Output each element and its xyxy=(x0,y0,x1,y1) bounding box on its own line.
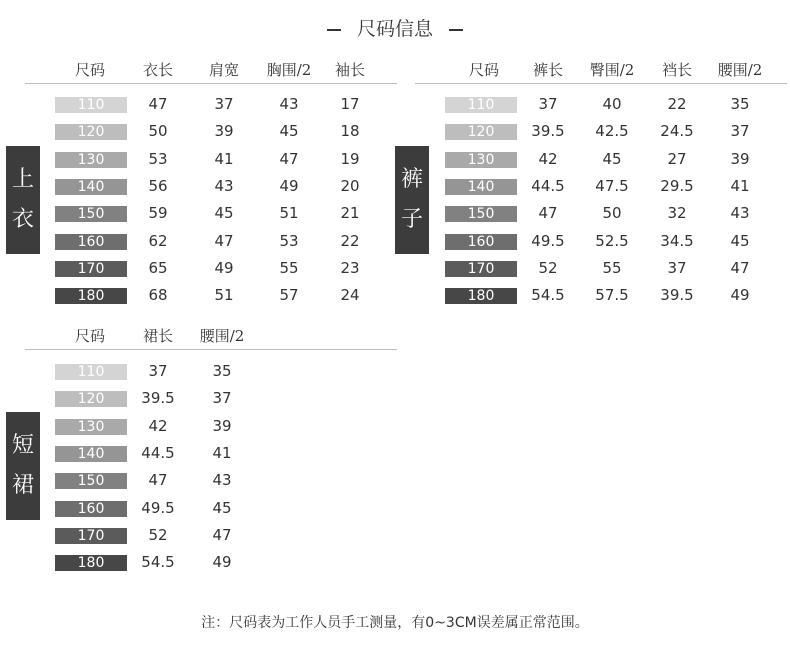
size-badge: 130 xyxy=(55,152,127,168)
measurement-cell: 35 xyxy=(212,362,232,380)
measurement-cell: 54.5 xyxy=(531,286,565,305)
column-header: 裆长 xyxy=(661,61,693,79)
measurement-cell: 59 xyxy=(148,204,168,223)
measurement-cell: 47 xyxy=(148,95,168,113)
measurement-cell: 18 xyxy=(340,122,360,141)
category-label-char: 上 xyxy=(11,167,34,192)
measurement-cell: 57 xyxy=(279,286,299,305)
measurement-cell: 21 xyxy=(340,204,360,223)
measurement-cell: 49 xyxy=(214,258,234,277)
measurement-cell: 43 xyxy=(279,95,299,113)
measurement-cell: 37 xyxy=(212,389,232,408)
top-category-label xyxy=(6,146,40,254)
page-title xyxy=(0,14,790,41)
size-badge: 160 xyxy=(55,234,127,250)
size-badge: 110 xyxy=(445,97,517,113)
measurement-cell: 34.5 xyxy=(660,231,694,250)
measurement-cell: 29.5 xyxy=(660,176,694,195)
size-badge: 130 xyxy=(55,419,127,435)
measurement-cell: 39 xyxy=(212,416,232,435)
measurement-cell: 24.5 xyxy=(660,122,694,141)
column-header: 腰围/2 xyxy=(717,61,763,79)
column-header: 胸围/2 xyxy=(266,61,312,79)
measurement-cell: 57.5 xyxy=(595,286,629,305)
category-label-char: 子 xyxy=(400,207,423,232)
measurement-cell: 47 xyxy=(730,258,750,277)
measurement-cell: 45 xyxy=(212,498,232,517)
measurement-cell: 44.5 xyxy=(141,443,175,462)
measurement-cell: 41 xyxy=(730,176,750,195)
size-badge: 150 xyxy=(445,206,517,222)
measurement-cell: 42.5 xyxy=(595,122,629,141)
pants-category-label xyxy=(395,146,429,254)
measurement-cell: 45 xyxy=(730,231,750,250)
header-divider xyxy=(25,349,397,350)
measurement-cell: 45 xyxy=(279,122,299,141)
column-header: 臀围/2 xyxy=(589,61,635,79)
measurement-cell: 68 xyxy=(148,286,168,305)
measurement-cell: 52 xyxy=(538,258,558,277)
measurement-cell: 53 xyxy=(279,231,299,250)
size-badge: 180 xyxy=(55,288,127,304)
measurement-cell: 19 xyxy=(340,149,360,168)
measurement-cell: 50 xyxy=(602,204,622,223)
size-badge: 170 xyxy=(445,261,517,277)
measurement-cell: 47 xyxy=(212,525,232,544)
measurement-cell: 42 xyxy=(538,149,558,168)
measurement-cell: 37 xyxy=(148,362,168,380)
measurement-cell: 51 xyxy=(279,204,299,223)
measurement-cell: 23 xyxy=(340,258,360,277)
column-header: 袖长 xyxy=(334,61,366,79)
measurement-cell: 47 xyxy=(214,231,234,250)
measurement-cell: 39 xyxy=(214,122,234,141)
measurement-cell: 43 xyxy=(212,471,232,490)
measurement-cell: 35 xyxy=(730,95,750,113)
title-dash-right xyxy=(449,29,463,31)
measurement-cell: 45 xyxy=(214,204,234,223)
size-badge: 170 xyxy=(55,261,127,277)
size-badge: 140 xyxy=(445,179,517,195)
measurement-cell: 22 xyxy=(340,231,360,250)
size-badge: 120 xyxy=(55,391,127,407)
measurement-cell: 44.5 xyxy=(531,176,565,195)
measurement-cell: 43 xyxy=(730,204,750,223)
header-divider xyxy=(415,83,787,84)
measurement-cell: 37 xyxy=(538,95,558,113)
measurement-cell: 39 xyxy=(730,149,750,168)
category-label-char: 短 xyxy=(11,433,34,458)
size-badge: 120 xyxy=(445,124,517,140)
measurement-cell: 17 xyxy=(340,95,360,113)
title-dash-left xyxy=(327,29,341,31)
size-badge: 180 xyxy=(445,288,517,304)
column-header: 裤长 xyxy=(532,61,564,79)
measurement-cell: 53 xyxy=(148,149,168,168)
measurement-cell: 49.5 xyxy=(141,498,175,517)
measurement-cell: 49 xyxy=(279,176,299,195)
measurement-cell: 39.5 xyxy=(531,122,565,141)
column-header: 尺码 xyxy=(74,327,106,345)
measurement-cell: 22 xyxy=(667,95,687,113)
measurement-cell: 45 xyxy=(602,149,622,168)
measurement-cell: 39.5 xyxy=(660,286,694,305)
measurement-cell: 47 xyxy=(279,149,299,168)
measurement-cell: 37 xyxy=(214,95,234,113)
size-badge: 140 xyxy=(55,446,127,462)
measurement-cell: 37 xyxy=(730,122,750,141)
size-badge: 160 xyxy=(445,234,517,250)
column-header: 衣长 xyxy=(142,61,174,79)
measurement-cell: 41 xyxy=(212,443,232,462)
measurement-cell: 47 xyxy=(148,471,168,490)
title-text: 尺码信息 xyxy=(356,18,433,40)
column-header: 肩宽 xyxy=(208,61,240,79)
column-header: 尺码 xyxy=(468,61,500,79)
measurement-cell: 51 xyxy=(214,286,234,305)
measurement-cell: 49 xyxy=(730,286,750,305)
measurement-cell: 43 xyxy=(214,176,234,195)
size-badge: 110 xyxy=(55,364,127,380)
measurement-cell: 37 xyxy=(667,258,687,277)
measurement-cell: 27 xyxy=(667,149,687,168)
measurement-cell: 65 xyxy=(148,258,168,277)
measurement-cell: 55 xyxy=(279,258,299,277)
column-header: 腰围/2 xyxy=(199,327,245,345)
measurement-cell: 42 xyxy=(148,416,168,435)
size-badge: 150 xyxy=(55,206,127,222)
size-badge: 170 xyxy=(55,528,127,544)
size-badge: 140 xyxy=(55,179,127,195)
column-header: 裙长 xyxy=(142,327,174,345)
measurement-cell: 54.5 xyxy=(141,553,175,572)
measurement-cell: 49 xyxy=(212,553,232,572)
size-badge: 120 xyxy=(55,124,127,140)
measurement-cell: 24 xyxy=(340,286,360,305)
measurement-cell: 39.5 xyxy=(141,389,175,408)
size-badge: 130 xyxy=(445,152,517,168)
measurement-cell: 52.5 xyxy=(595,231,629,250)
footnote: 注：尺码表为工作人员手工测量，有0~3CM误差属正常范围。 xyxy=(201,615,589,631)
measurement-cell: 40 xyxy=(602,95,622,113)
size-badge: 110 xyxy=(55,97,127,113)
measurement-cell: 52 xyxy=(148,525,168,544)
measurement-cell: 32 xyxy=(667,204,687,223)
measurement-cell: 47.5 xyxy=(595,176,629,195)
category-label-char: 裤 xyxy=(400,167,423,192)
measurement-cell: 56 xyxy=(148,176,168,195)
skirt-category-label xyxy=(6,412,40,520)
measurement-cell: 41 xyxy=(214,149,234,168)
size-badge: 160 xyxy=(55,501,127,517)
size-badge: 180 xyxy=(55,555,127,571)
measurement-cell: 62 xyxy=(148,231,168,250)
size-badge: 150 xyxy=(55,473,127,489)
header-divider xyxy=(25,83,397,84)
measurement-cell: 50 xyxy=(148,122,168,141)
measurement-cell: 49.5 xyxy=(531,231,565,250)
category-label-char: 裙 xyxy=(11,473,34,498)
measurement-cell: 47 xyxy=(538,204,558,223)
column-header: 尺码 xyxy=(74,61,106,79)
measurement-cell: 20 xyxy=(340,176,360,195)
category-label-char: 衣 xyxy=(11,207,34,232)
measurement-cell: 55 xyxy=(602,258,622,277)
